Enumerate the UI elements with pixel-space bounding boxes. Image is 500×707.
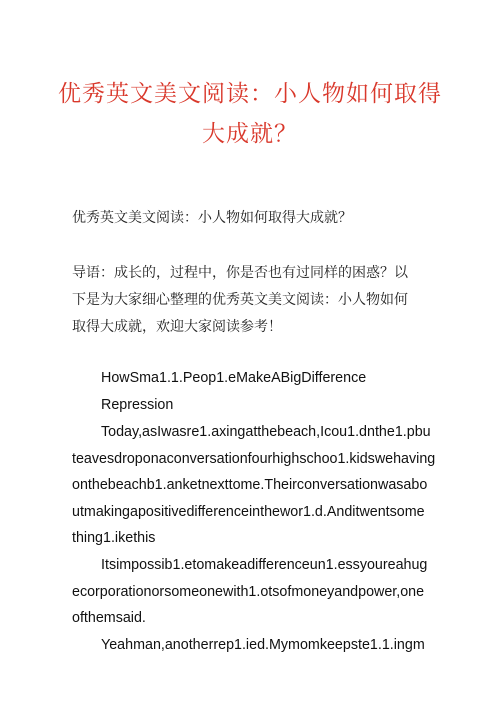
body-line-9: ecorporationorsomeonewith1.otsofmoneyandpower,one [72, 584, 425, 600]
body-line-2: Repression [101, 397, 174, 413]
body-line-7: thing1.ikethis [72, 530, 156, 546]
body-line-3: Today,asIwasre1.axingatthebeach,Icou1.dnthe1.pbu [101, 424, 431, 440]
body-line-6: utmakingapositivedifferenceinthewor1.d.Anditwentsome [72, 504, 425, 520]
document-title-line-1: 优秀英文美文阅读：小人物如何取得 [58, 81, 442, 107]
document-title-line-2: 大成就？ [202, 121, 298, 147]
intro-line-2: 下是为大家细心整理的优秀英文美文阅读：小人物如何 [72, 292, 408, 308]
subtitle: 优秀英文美文阅读：小人物如何取得大成就？ [72, 210, 352, 226]
intro-line-1: 导语：成长的，过程中，你是否也有过同样的困惑？以 [72, 265, 408, 281]
body-line-4: teavesdroponaconversationfourhighschoo1.kidswehaving [72, 451, 436, 467]
intro-line-3: 取得大成就，欢迎大家阅读参考！ [72, 319, 282, 335]
body-line-1: HowSma1.1.Peop1.eMakeABigDifference [101, 370, 367, 386]
body-line-10: ofthemsaid. [72, 610, 146, 626]
body-line-8: Itsimpossib1.etomakeadifferenceun1.essyoureahug [101, 557, 428, 573]
body-line-11: Yeahman,anotherrep1.ied.Mymomkeepste1.1.ingm [101, 637, 425, 653]
body-line-5: onthebeachb1.anketnexttome.Theirconversationwasabo [72, 477, 428, 493]
